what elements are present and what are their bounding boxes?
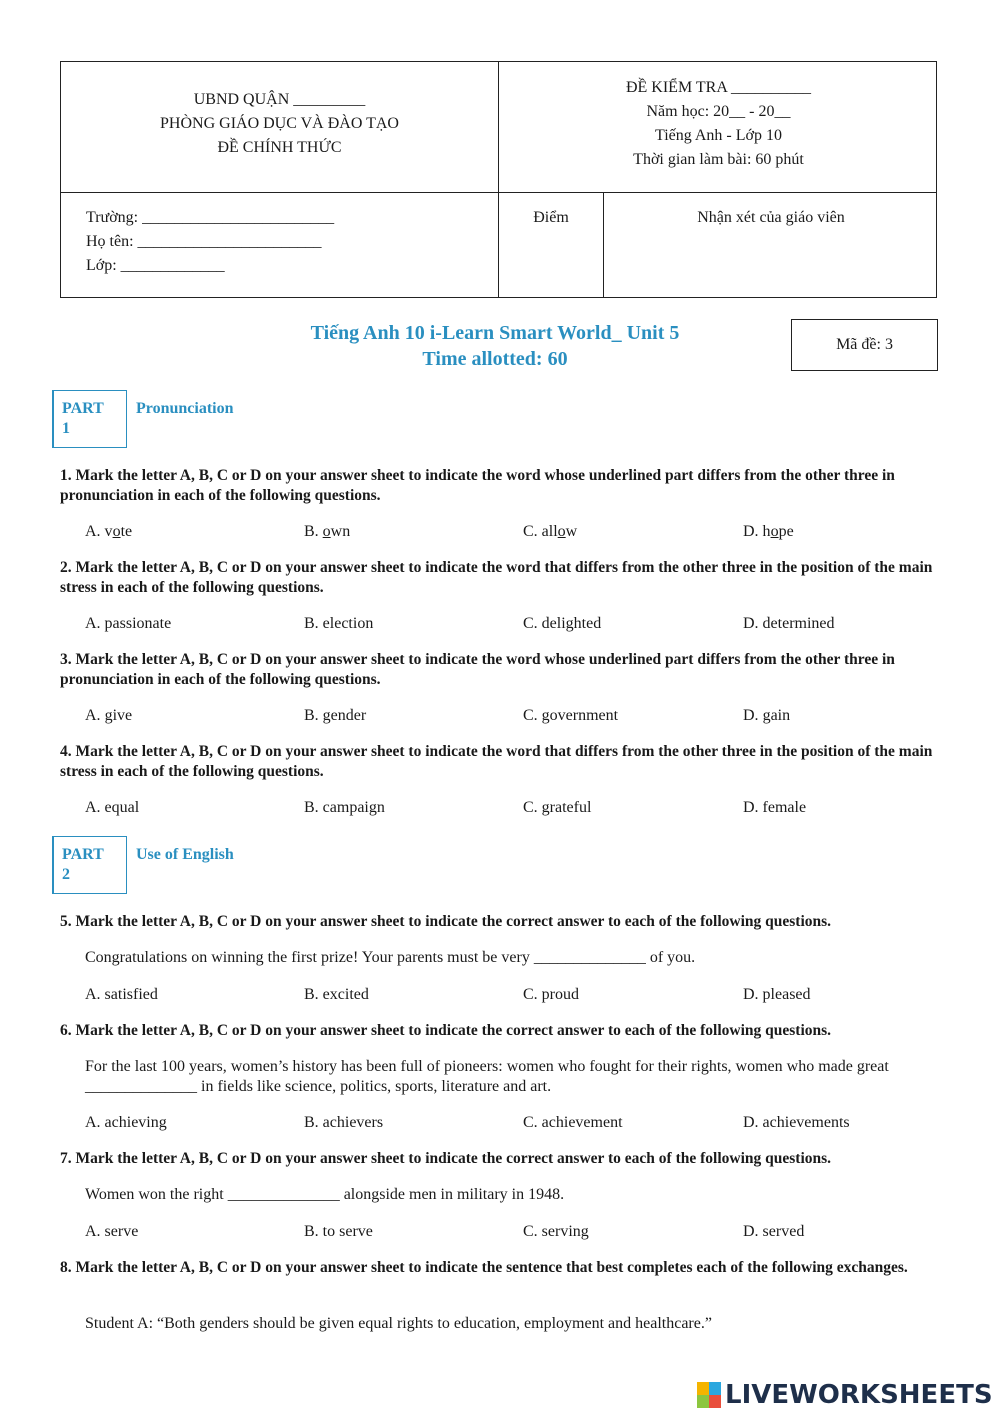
option-b[interactable]: B. gender bbox=[304, 707, 367, 724]
option-b[interactable]: B. achievers bbox=[304, 1114, 384, 1131]
option-c[interactable]: C. government bbox=[523, 707, 619, 724]
option-b[interactable]: B. election bbox=[304, 615, 374, 632]
option-c[interactable]: C. achievement bbox=[523, 1114, 623, 1131]
option-c[interactable]: C. serving bbox=[523, 1223, 589, 1240]
teacher-comment-label: Nhận xét của giáo viên bbox=[697, 209, 845, 226]
option-c[interactable]: C. proud bbox=[523, 986, 579, 1003]
question-3: 3. Mark the letter A, B, C or D on your answer sheet to indicate the word whose underlined part differs from the other three in pronunciation in each of the following questions. bbox=[60, 651, 895, 688]
option-b[interactable]: B. campaign bbox=[304, 799, 385, 816]
exam-code-box: Mã đề: 3 bbox=[791, 319, 938, 371]
option-d[interactable]: D. achievements bbox=[743, 1114, 850, 1131]
question-7: 7. Mark the letter A, B, C or D on your answer sheet to indicate the correct answer to each of the following questions. bbox=[60, 1150, 832, 1167]
option-c[interactable]: C. allow bbox=[523, 523, 578, 540]
option-c[interactable]: C. delighted bbox=[523, 615, 602, 632]
option-a[interactable]: A. equal bbox=[85, 799, 140, 816]
question-1: 1. Mark the letter A, B, C or D on your answer sheet to indicate the word whose underlined part differs from the other three in pronunciation in each of the following questions. bbox=[60, 467, 895, 504]
option-d[interactable]: D. served bbox=[743, 1223, 805, 1240]
option-b[interactable]: B. excited bbox=[304, 986, 369, 1003]
question-stem: Women won the right ______________ alongside men in military in 1948. bbox=[85, 1186, 565, 1203]
part-2-title: Use of English bbox=[136, 846, 234, 863]
question-8: 8. Mark the letter A, B, C or D on your answer sheet to indicate the sentence that best completes each of the following exchanges. bbox=[60, 1259, 908, 1276]
exam-info: ĐỀ KIỂM TRA __________ Năm học: 20__ - 20__ Tiếng Anh - Lớp 10 Thời gian làm bài: 60 phút bbox=[625, 79, 812, 168]
option-a[interactable]: A. passionate bbox=[85, 615, 172, 632]
option-a[interactable]: A. serve bbox=[85, 1223, 139, 1240]
divider bbox=[61, 192, 936, 193]
student-info: Trường: ________________________ Họ tên: _______________________ Lớp: _____________ bbox=[86, 209, 335, 274]
option-d[interactable]: D. pleased bbox=[743, 986, 811, 1003]
option-b[interactable]: B. own bbox=[304, 523, 351, 540]
question-5: 5. Mark the letter A, B, C or D on your answer sheet to indicate the correct answer to each of the following questions. bbox=[60, 913, 832, 930]
brand-icon bbox=[697, 1382, 721, 1408]
question-stem: Congratulations on winning the first prize! Your parents must be very ______________ of you. bbox=[85, 949, 696, 966]
part-1-title: Pronunciation bbox=[136, 400, 234, 417]
brand-name: LIVEWORKSHEETS bbox=[725, 1380, 993, 1410]
option-a[interactable]: A. vote bbox=[85, 523, 133, 540]
worksheet-title: Tiếng Anh 10 i-Learn Smart World_ Unit 5 Time allotted: 60 bbox=[310, 322, 680, 370]
option-c[interactable]: C. grateful bbox=[523, 799, 592, 816]
header-table bbox=[60, 61, 937, 298]
liveworksheets-logo[interactable] bbox=[697, 1378, 993, 1412]
score-label: Điểm bbox=[533, 209, 569, 226]
option-b[interactable]: B. to serve bbox=[304, 1223, 373, 1240]
question-4: 4. Mark the letter A, B, C or D on your answer sheet to indicate the word that differs from the other three in the position of the main stress in each of the following questions. bbox=[60, 743, 933, 780]
option-a[interactable]: A. achieving bbox=[85, 1114, 167, 1131]
question-6: 6. Mark the letter A, B, C or D on your answer sheet to indicate the correct answer to each of the following questions. bbox=[60, 1022, 832, 1039]
department-info: UBND QUẬN _________ PHÒNG GIÁO DỤC VÀ ĐÀO TẠO ĐỀ CHÍNH THỨC bbox=[160, 91, 399, 156]
option-d[interactable]: D. gain bbox=[743, 707, 791, 724]
option-a[interactable]: A. satisfied bbox=[85, 986, 158, 1003]
question-2: 2. Mark the letter A, B, C or D on your answer sheet to indicate the word that differs from the other three in the position of the main stress in each of the following questions. bbox=[60, 559, 933, 596]
option-d[interactable]: D. determined bbox=[743, 615, 835, 632]
question-stem: Student A: “Both genders should be given equal rights to education, employment and healthcare.” bbox=[85, 1315, 712, 1332]
option-d[interactable]: D. hope bbox=[743, 523, 794, 540]
part-2-label: PART 2 bbox=[52, 836, 127, 894]
part-1-label: PART 1 bbox=[52, 390, 127, 448]
option-d[interactable]: D. female bbox=[743, 799, 807, 816]
question-stem: For the last 100 years, women’s history has been full of pioneers: women who fought for their rights, women who made great ______________ in fields like science, politics, sports, literature and art. bbox=[85, 1058, 889, 1095]
option-a[interactable]: A. give bbox=[85, 707, 133, 724]
